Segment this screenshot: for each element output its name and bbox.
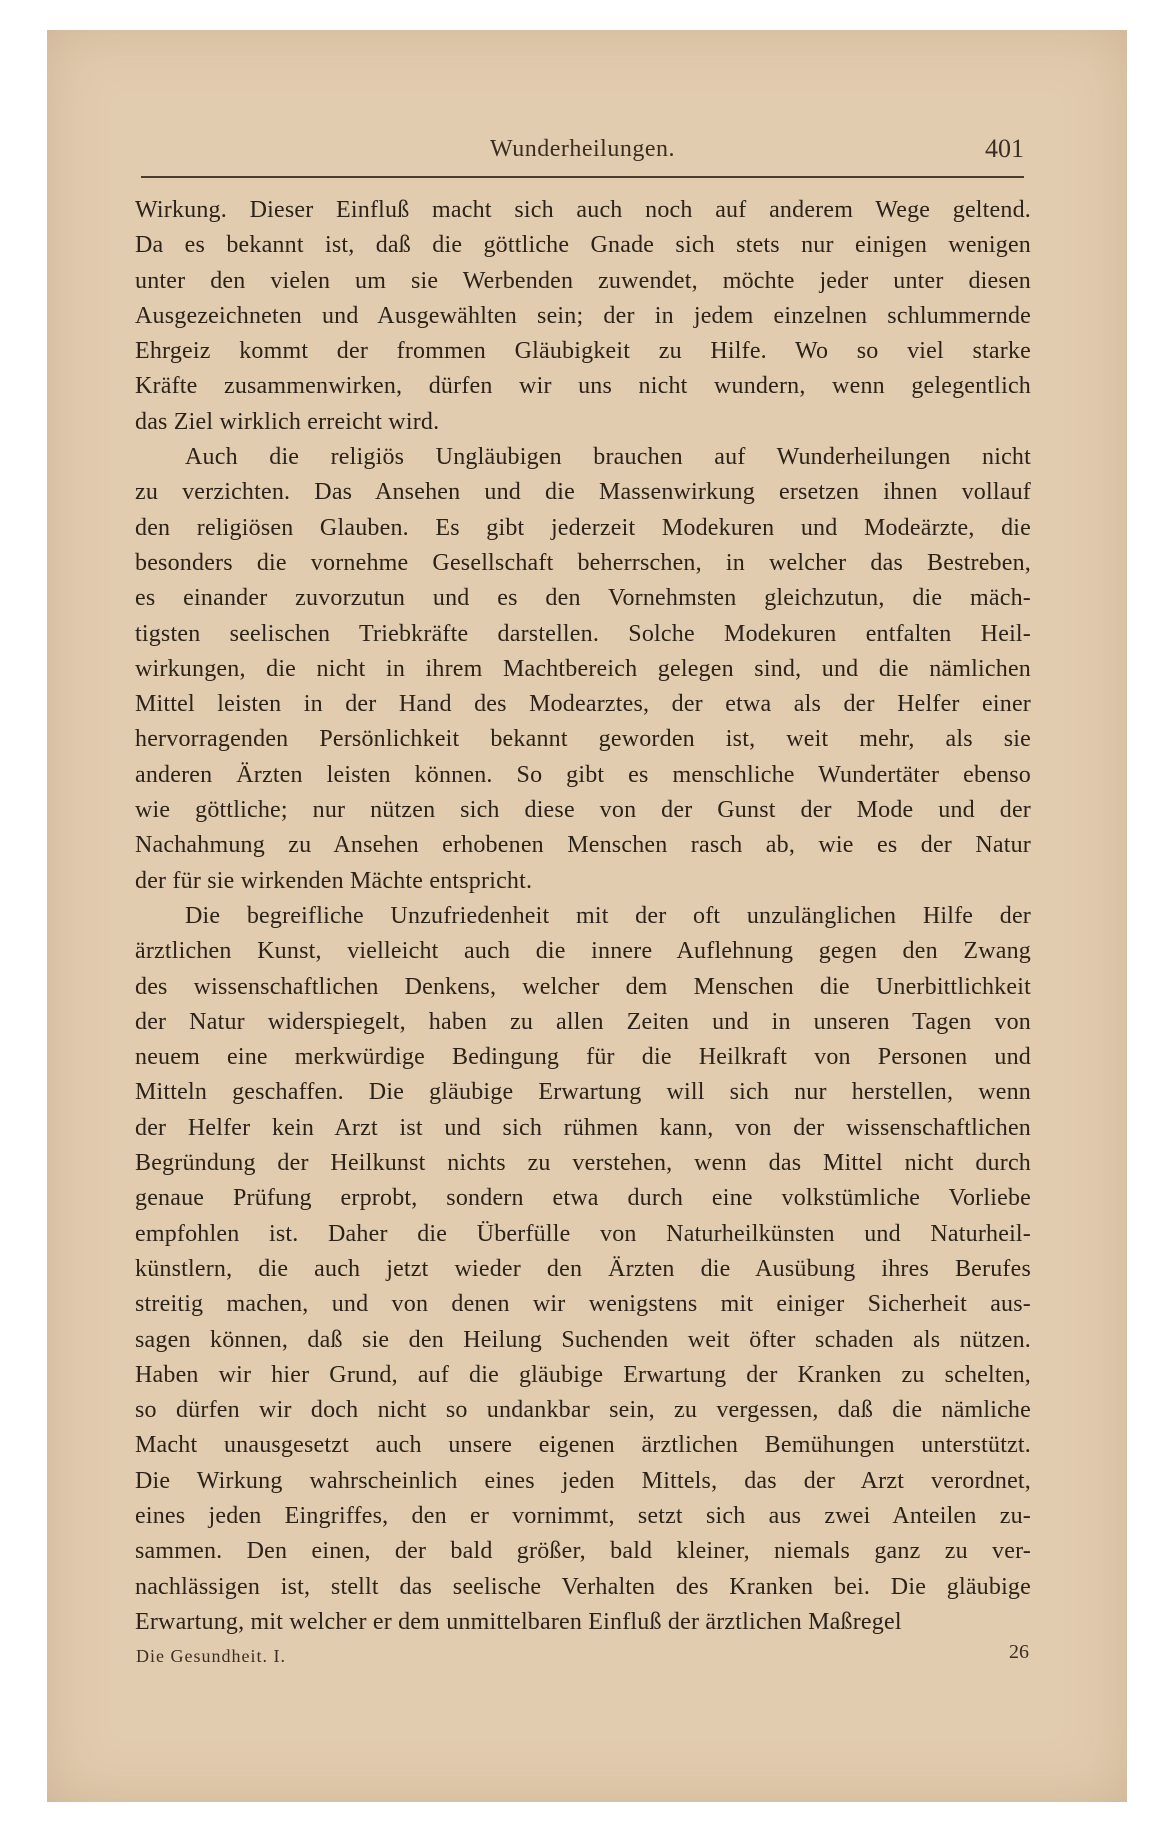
text-line: Mittel leisten in der Hand des Modearztes, der etwa als der Helfer einer bbox=[135, 691, 1031, 718]
text-line: wie göttliche; nur nützen sich diese von der Gunst der Mode und der bbox=[135, 797, 1031, 824]
text-line: künstlern, die auch jetzt wieder den Ärzten die Ausübung ihres Berufes bbox=[135, 1255, 1031, 1282]
text-line: tigsten seelischen Triebkräfte darstellen. Solche Modekuren entfalten Heil- bbox=[135, 620, 1031, 647]
text-line: streitig machen, und von denen wir wenigstens mit einiger Sicherheit aus- bbox=[135, 1291, 1031, 1318]
text-line: Begründung der Heilkunst nichts zu verstehen, wenn das Mittel nicht durch bbox=[135, 1150, 1031, 1177]
text-line: der Helfer kein Arzt ist und sich rühmen kann, von der wissenschaftlichen bbox=[135, 1114, 1031, 1141]
text-line: der für sie wirkenden Mächte entspricht. bbox=[135, 867, 533, 894]
header-rule bbox=[141, 176, 1024, 178]
text-line: der Natur widerspiegelt, haben zu allen Zeiten und in unseren Tagen von bbox=[135, 1008, 1031, 1035]
sheet-number: 26 bbox=[1009, 1641, 1029, 1663]
text-line: Auch die religiös Ungläubigen brauchen auf Wunderheilungen nicht bbox=[185, 444, 1031, 471]
text-line: Die begreifliche Unzufriedenheit mit der oft unzulänglichen Hilfe der bbox=[185, 902, 1031, 929]
text-line: Kräfte zusammenwirken, dürfen wir uns nicht wundern, wenn gelegentlich bbox=[135, 373, 1031, 400]
page-number: 401 bbox=[985, 134, 1024, 163]
text-line: unter den vielen um sie Werbenden zuwendet, möchte jeder unter diesen bbox=[135, 267, 1031, 294]
text-line: den religiösen Glauben. Es gibt jederzeit Modekuren und Modeärzte, die bbox=[135, 514, 1031, 541]
text-line: Nachahmung zu Ansehen erhobenen Menschen rasch ab, wie es der Natur bbox=[135, 832, 1031, 859]
text-line: eines jeden Eingriffes, den er vornimmt, setzt sich aus zwei Anteilen zu- bbox=[135, 1502, 1031, 1529]
running-header bbox=[141, 130, 1024, 174]
text-line: Da es bekannt ist, daß die göttliche Gnade sich stets nur einigen wenigen bbox=[135, 232, 1031, 259]
text-line: sagen können, daß sie den Heilung Suchenden weit öfter schaden als nützen. bbox=[135, 1326, 1031, 1353]
text-line: es einander zuvorzutun und es den Vornehmsten gleichzutun, die mäch- bbox=[135, 585, 1031, 612]
text-line: das Ziel wirklich erreicht wird. bbox=[135, 408, 440, 435]
text-line: besonders die vornehme Gesellschaft beherrschen, in welcher das Bestreben, bbox=[135, 549, 1031, 576]
body-text bbox=[135, 193, 1031, 1640]
text-line: hervorragenden Persönlichkeit bekannt geworden ist, weit mehr, als sie bbox=[135, 726, 1031, 753]
text-line: Haben wir hier Grund, auf die gläubige Erwartung der Kranken zu schelten, bbox=[135, 1361, 1031, 1388]
text-line: genaue Prüfung erprobt, sondern etwa durch eine volkstümliche Vorliebe bbox=[135, 1185, 1031, 1212]
text-line: Erwartung, mit welcher er dem unmittelbaren Einfluß der ärztlichen Maßregel bbox=[135, 1608, 902, 1635]
text-line: ärztlichen Kunst, vielleicht auch die innere Auflehnung gegen den Zwang bbox=[135, 938, 1031, 965]
text-line: Mitteln geschaffen. Die gläubige Erwartung will sich nur herstellen, wenn bbox=[135, 1079, 1031, 1106]
text-line: Wirkung. Dieser Einfluß macht sich auch noch auf anderem Wege geltend. bbox=[135, 197, 1031, 223]
text-line: anderen Ärzten leisten können. So gibt es menschliche Wundertäter ebenso bbox=[135, 761, 1031, 788]
text-line: Macht unausgesetzt auch unsere eigenen ärztlichen Bemühungen unterstützt. bbox=[135, 1432, 1031, 1459]
running-title: Wunderheilungen. bbox=[490, 136, 675, 162]
text-line: zu verzichten. Das Ansehen und die Massenwirkung ersetzen ihnen vollauf bbox=[135, 479, 1031, 506]
text-line: Ausgezeichneten und Ausgewählten sein; der in jedem einzelnen schlummernde bbox=[135, 302, 1031, 329]
text-line: empfohlen ist. Daher die Überfülle von Naturheilkünsten und Naturheil- bbox=[135, 1220, 1031, 1247]
text-line: Die Wirkung wahrscheinlich eines jeden Mittels, das der Arzt verordnet, bbox=[135, 1467, 1031, 1494]
text-line: Ehrgeiz kommt der frommen Gläubigkeit zu Hilfe. Wo so viel starke bbox=[135, 338, 1031, 365]
text-line: sammen. Den einen, der bald größer, bald kleiner, niemals ganz zu ver- bbox=[135, 1538, 1031, 1565]
text-line: wirkungen, die nicht in ihrem Machtbereich gelegen sind, und die nämlichen bbox=[135, 655, 1031, 682]
text-line: so dürfen wir doch nicht so undankbar sein, zu vergessen, daß die nämliche bbox=[135, 1397, 1031, 1424]
text-line: neuem eine merkwürdige Bedingung für die Heilkraft von Personen und bbox=[135, 1044, 1031, 1071]
text-line: des wissenschaftlichen Denkens, welcher dem Menschen die Unerbittlichkeit bbox=[135, 973, 1031, 1000]
text-line: nachlässigen ist, stellt das seelische Verhalten des Kranken bei. Die gläubige bbox=[135, 1573, 1031, 1600]
signature-mark: Die Gesundheit. I. bbox=[136, 1646, 286, 1666]
